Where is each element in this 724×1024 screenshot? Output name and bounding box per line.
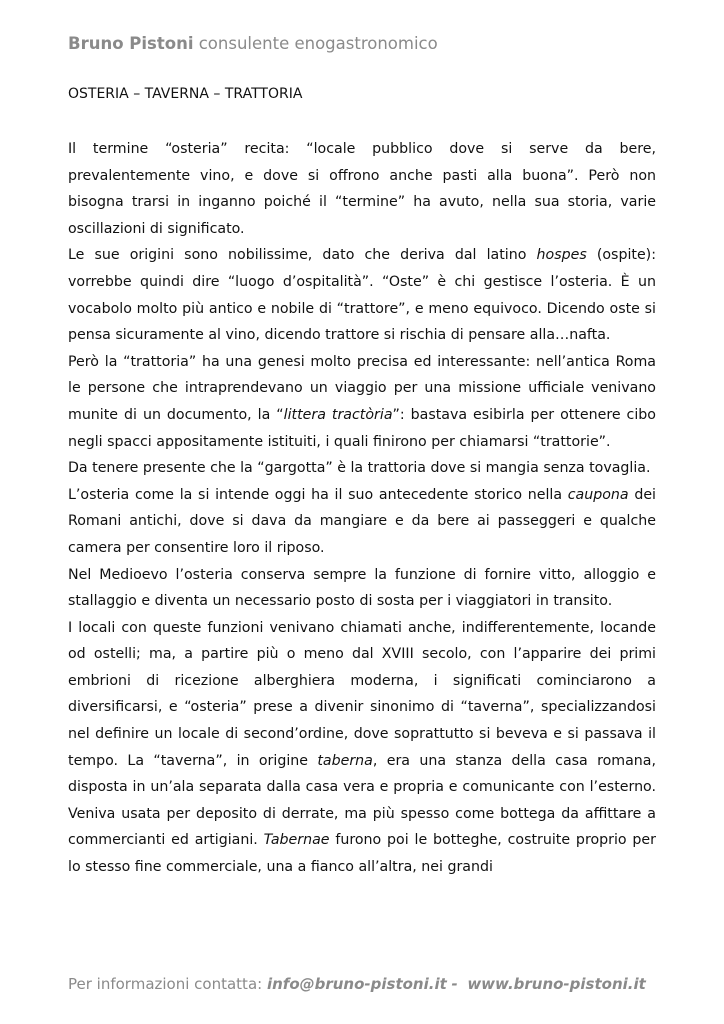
text-run: Da tenere presente che la “gargotta” è la trattoria dove si mangia senza tovaglia. bbox=[68, 460, 651, 477]
italic-term: taberna bbox=[317, 752, 373, 769]
paragraph bbox=[68, 136, 656, 242]
footer-label: Per informazioni contatta: bbox=[68, 975, 263, 993]
paragraph bbox=[68, 455, 656, 482]
paragraph bbox=[68, 615, 656, 881]
page-footer bbox=[68, 975, 646, 993]
text-run: Le sue origini sono nobilissime, dato che deriva dal latino bbox=[68, 247, 537, 264]
footer-email-link[interactable]: info@bruno-pistoni.it bbox=[266, 975, 447, 993]
italic-term: littera tractòria bbox=[283, 406, 393, 423]
paragraph bbox=[68, 349, 656, 455]
text-run: dei Romani antichi, dove si dava da mangiare e da bere ai passeggeri e qualche camera per consentire loro il riposo. bbox=[68, 486, 656, 556]
document-body bbox=[68, 136, 656, 881]
document-title: OSTERIA – TAVERNA – TRATTORIA bbox=[68, 86, 303, 102]
text-run: (ospite): vorrebbe quindi dire “luogo d’ospitalità”. “Oste” è chi gestisce l’osteria. È un vocabolo molto più antico e nobile di “trattore”, e meno equivoco. Dicendo oste si pensa sicuramente al vino, dicendo trattore si rischia di pensare alla…nafta. bbox=[68, 247, 656, 344]
text-run: ”: bastava esibirla per ottenere cibo negli spacci appositamente istituiti, i quali finirono per chiamarsi “trattorie”. bbox=[68, 406, 656, 450]
author-name: Bruno Pistoni bbox=[68, 34, 194, 53]
footer-separator: - bbox=[451, 975, 458, 993]
text-run: , era una stanza della casa romana, disposta in un’ala separata dalla casa vera e propria e comunicante con l’esterno. Veniva usata per deposito di derrate, ma più spesso come bottega da affittare a commercianti ed artigiani. bbox=[68, 752, 656, 849]
paragraph bbox=[68, 482, 656, 562]
footer-website-link[interactable]: www.bruno-pistoni.it bbox=[467, 975, 646, 993]
italic-term: hospes bbox=[536, 247, 587, 264]
text-run: I locali con queste funzioni venivano chiamati anche, indifferentemente, locande od ostelli; ma, a partire più o meno dal XVIII secolo, con l’apparire dei primi embrioni di ricezione alberghiera moderna, i significati cominciarono a diversificarsi, e “osteria” prese a divenir sinonimo di “taverna”, specializzandosi nel definire un locale di second’ordine, dove soprattutto si beveva e si passava il tempo. La “taverna”, in origine bbox=[68, 619, 656, 769]
text-run: Il termine “osteria” recita: “locale pubblico dove si serve da bere, prevalentemente vino, e dove si offrono anche pasti alla buona”. Però non bisogna trarsi in inganno poiché il “termine” ha avuto, nella sua storia, varie oscillazioni di significato. bbox=[68, 141, 656, 237]
text-run: L’osteria come la si intende oggi ha il suo antecedente storico nella bbox=[68, 486, 568, 503]
italic-term: caupona bbox=[567, 486, 629, 503]
text-run: Però la “trattoria” ha una genesi molto precisa ed interessante: nell’antica Roma le persone che intraprendevano un viaggio per una missione ufficiale venivano munite di un documento, la “ bbox=[68, 353, 656, 423]
page-header bbox=[68, 34, 438, 53]
author-subtitle: consulente enogastronomico bbox=[198, 34, 438, 53]
paragraph bbox=[68, 562, 656, 615]
paragraph bbox=[68, 242, 656, 348]
italic-term: Tabernae bbox=[263, 832, 330, 849]
text-run: Nel Medioevo l’osteria conserva sempre la funzione di fornire vitto, alloggio e stallaggio e diventa un necessario posto di sosta per i viaggiatori in transito. bbox=[68, 566, 656, 610]
text-run: furono poi le botteghe, costruite proprio per lo stesso fine commerciale, una a fianco all’altra, nei grandi bbox=[68, 832, 656, 876]
